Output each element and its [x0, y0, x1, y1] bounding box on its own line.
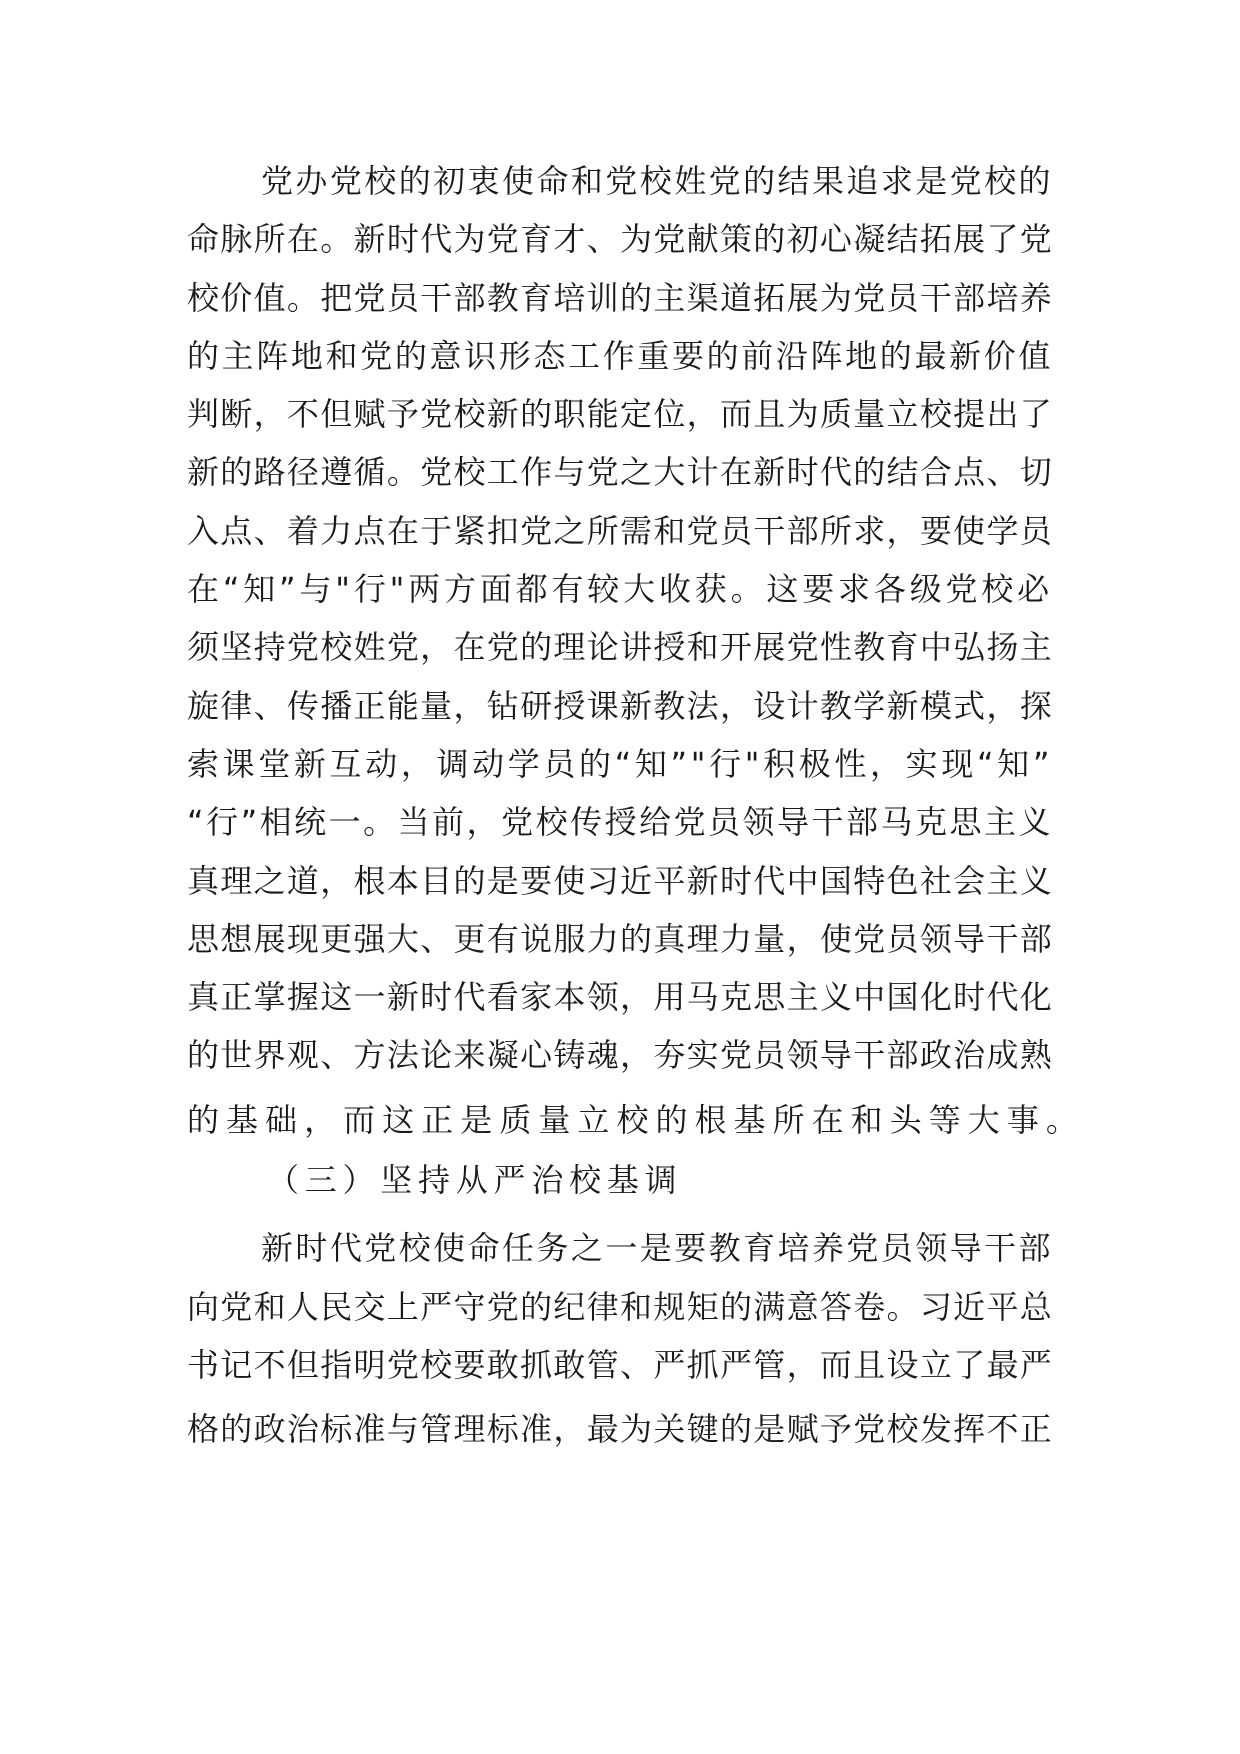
paragraph-line: 判断，不但赋予党校新的职能定位，而且为质量立校提出了 [187, 395, 1054, 434]
paragraph-line: 新时代党校使命任务之一是要教育培养党员领导干部 [261, 1229, 1053, 1268]
paragraph-line: 真理之道，根本目的是要使习近平新时代中国特色社会主义 [187, 861, 1054, 900]
paragraph-line: 索课堂新互动，调动学员的“知”"行"积极性，实现“知” [187, 744, 1054, 783]
paragraph-line: 新的路径遵循。党校工作与党之大计在新时代的结合点、切 [187, 453, 1054, 492]
paragraph-line: 的基础，而这正是质量立校的根基所在和头等大事。 [187, 1100, 1085, 1139]
paragraph-line: 校价值。把党员干部教育培训的主渠道拓展为党员干部培养 [187, 278, 1054, 317]
paragraph-line: 入点、着力点在于紧扣党之所需和党员干部所求，要使学员 [187, 511, 1054, 550]
paragraph-line: 须坚持党校姓党，在党的理论讲授和开展党性教育中弘扬主 [187, 628, 1054, 667]
paragraph-2 [187, 1219, 1053, 1458]
paragraph-line: 思想展现更强大、更有说服力的真理力量，使党员领导干部 [187, 919, 1054, 958]
paragraph-line: 的主阵地和党的意识形态工作重要的前沿阵地的最新价值 [187, 336, 1054, 375]
paragraph-line: 真正掌握这一新时代看家本领，用马克思主义中国化时代化 [187, 978, 1054, 1017]
paragraph-line: 书记不但指明党校要敢抓敢管、严抓严管，而且设立了最严 [187, 1345, 1054, 1384]
paragraph-1 [187, 152, 1085, 1149]
paragraph-line: 在“知”与"行"两方面都有较大收获。这要求各级党校必 [187, 570, 1053, 609]
document-body [187, 152, 1085, 1459]
paragraph-line: 旋律、传播正能量，钻研授课新教法，设计教学新模式，探 [187, 686, 1054, 725]
paragraph-line: 的世界观、方法论来凝心铸魂，夯实党员领导干部政治成熟 [187, 1036, 1054, 1075]
paragraph-line: 命脉所在。新时代为党育才、为党献策的初心凝结拓展了党 [187, 220, 1054, 259]
section-heading: （三）坚持从严治校基调 [267, 1161, 683, 1200]
paragraph-line: 格的政治标准与管理标准，最为关键的是赋予党校发挥不正 [187, 1410, 1054, 1449]
paragraph-line: “行”相统一。当前，党校传授给党员领导干部马克思主义 [187, 803, 1053, 842]
paragraph-line: 党办党校的初衷使命和党校姓党的结果追求是党校的 [261, 162, 1053, 200]
paragraph-line: 向党和人民交上严守党的纪律和规矩的满意答卷。习近平总 [187, 1287, 1054, 1326]
